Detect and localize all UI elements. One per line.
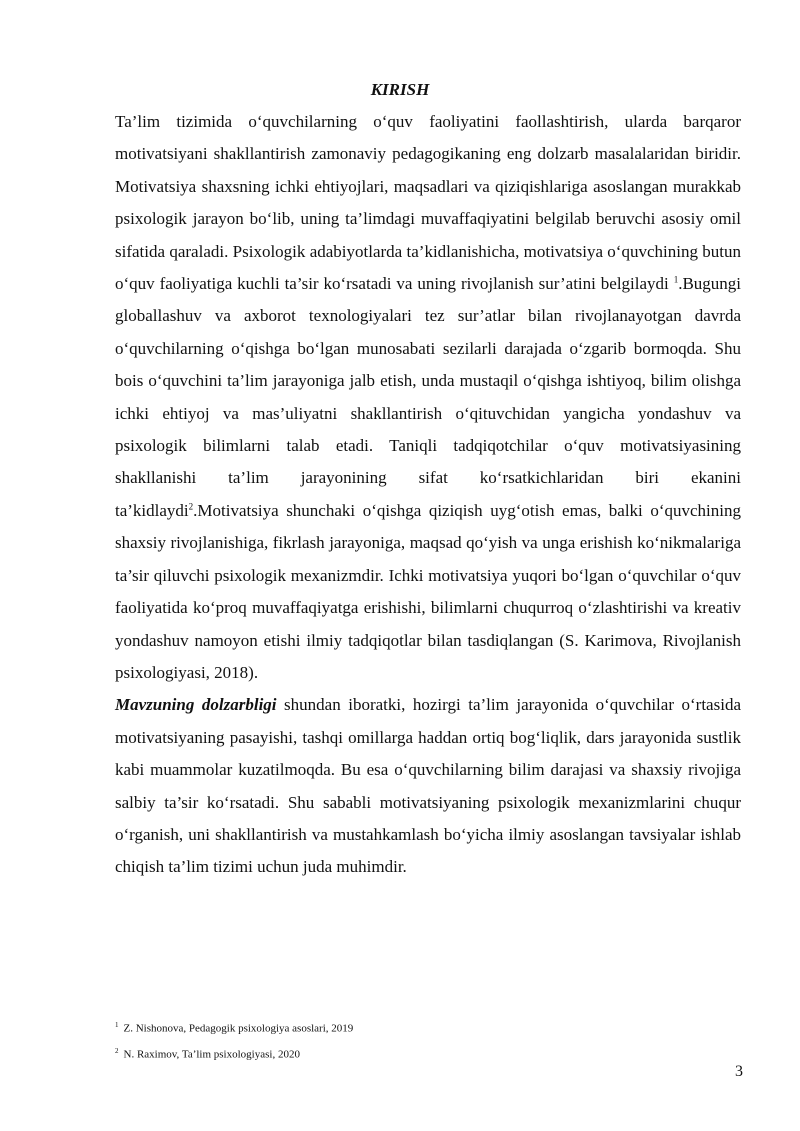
- relevance-lead: Mavzuning dolzarbligi: [115, 695, 277, 715]
- footnote-text: Z. Nishonova, Pedagogik psixologiya asoslari, 2019: [123, 1022, 354, 1035]
- paragraph-text: Ta’lim tizimida o‘quvchilarning o‘quv faoliyatini faollashtirish, ularda barqaror motivatsiyani shakllantirish zamonaviy pedagogikaning eng dolzarb masalalaridan biridir. Motivatsiya shaxsning ichki ehtiyojlari, maqsadlari va qiziqishlariga asoslangan murakkab psixologik jarayon bo‘lib, uning ta’limdagi muvaffaqiyatini belgilab beruvchi asosiy omil sifatida qaraladi. Psixologik adabiyotlarda ta’kidlanishicha, motivatsiya o‘quvchining butun o‘quv faoliyatiga kuchli ta’sir ko‘rsatadi va uning rivojlanish sur’atini belgilaydi: [115, 112, 741, 294]
- footnote-reference: 2: [188, 501, 194, 512]
- section-heading: KIRISH: [370, 80, 430, 99]
- paragraph-text: shundan iboratki, hozirgi ta’lim jarayonida o‘quvchilar o‘rtasida motivatsiyaning pasayishi, tashqi omillarga haddan ortiq bog‘liqlik, dars jarayonida sustlik kabi muammolar kuzatilmoqda. Bu esa o‘quvchilarning bilim darajasi va shaxsiy rivojiga salbiy ta’sir ko‘rsatadi. Shu sababli motivatsiyaning psixologik mexanizmlarini chuqur o‘rganish, uni shakllantirish va mustahkamlash bo‘yicha ilmiy asoslangan tavsiyalar ishlab chiqish ta’lim tizimi uchun juda muhimdir.: [115, 695, 741, 877]
- paragraph-text: .Motivatsiya shunchaki o‘qishga qiziqish uyg‘otish emas, balki o‘quvchining shaxsiy rivojlanishiga, fikrlash jarayoniga, maqsad qo‘yish va unga erishish ko‘nikmalariga ta’sir qiluvchi psixologik mexanizmdir. Ichki motivatsiya yuqori bo‘lgan o‘quvchilar o‘quv faoliyatida ko‘proq muvaffaqiyatga erishishi, bilimlarni chuqurroq o‘zlashtirishi va kreativ yondashuv namoyon etishi ilmiy tadqiqotlar bilan tasdiqlangan (S. Karimova, Rivojlanish psixologiyasi, 2018).: [115, 500, 741, 682]
- paragraph-text: .Bugungi globallashuv va axborot texnologiyalari tez sur’atlar bilan rivojlanayotgan davrda o‘quvchilarning o‘qishga bo‘lgan munosabati sezilarli darajada o‘zgarib bormoqda. Shu bois o‘quvchini ta’lim jarayoniga jalb etish, unda mustaqil o‘qishga ishtiyoq, bilim olishga ichki ehtiyoj va mas’uliyatni shakllantirish o‘qituvchidan yangicha yondashuv va psixologik bilimlarni talab etadi. Taniqli tadqiqotchilar o‘quv motivatsiyasining shakllanishi ta’lim jarayonining sifat ko‘rsatkichlaridan biri ekanini ta’kidlaydi: [115, 274, 741, 520]
- footnote-text: N. Raximov, Ta’lim psixologiyasi, 2020: [123, 1048, 300, 1061]
- footnote-item: [115, 1014, 735, 1040]
- body-text: [115, 106, 741, 884]
- footnotes: [115, 1014, 735, 1065]
- footnote-mark: 2: [115, 1046, 119, 1055]
- footnote-mark: 1: [115, 1021, 119, 1029]
- paragraph-relevance: [115, 689, 741, 883]
- footnote-reference: 1: [673, 274, 679, 285]
- footnote-item: [115, 1040, 735, 1066]
- paragraph-introduction: [115, 106, 741, 689]
- page-number: 3: [735, 1063, 743, 1080]
